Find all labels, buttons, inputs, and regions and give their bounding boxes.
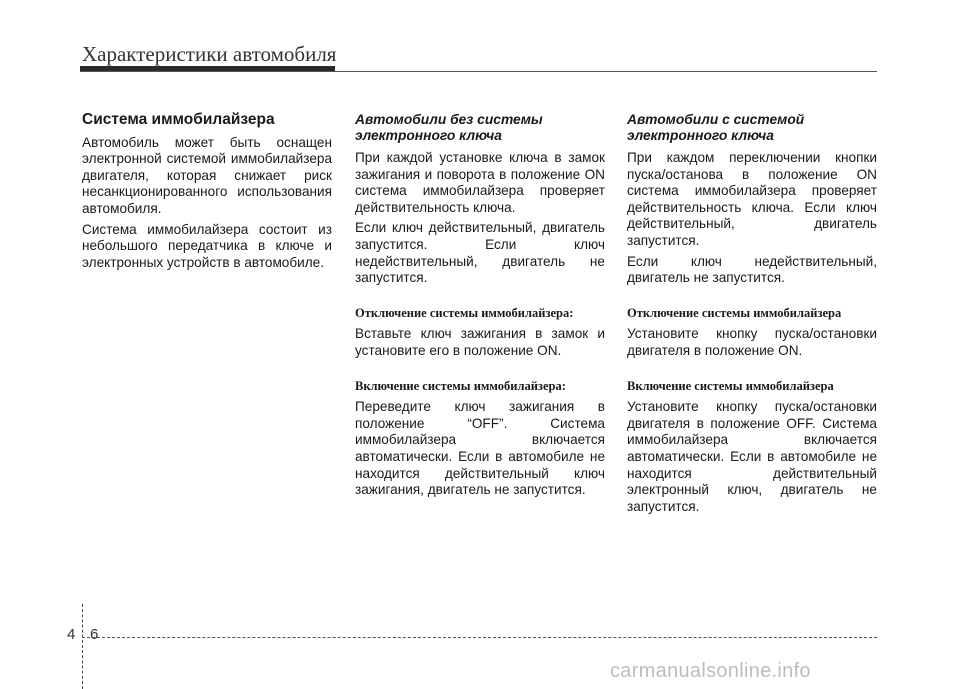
disable-text: Установите кнопку пуска/остановки двигателя в положение ON. (627, 326, 877, 358)
subsection-heading: Автомобили с системой электронного ключа (627, 112, 805, 143)
paragraph: При каждом переключении кнопки пуска/останова в положение ON система иммобилайзера проверяет действительность ключа. Если ключ действительный, двигатель запустится. (627, 150, 877, 248)
paragraph: Если ключ недействительный, двигатель не запустится. (627, 253, 877, 286)
page-header-title: Характеристики автомобиля (82, 42, 337, 66)
page-number: 6 (90, 626, 99, 643)
paragraph: Система иммобилайзера состоит из небольшого передатчика в ключе и электронных устройств в автомобиле. (82, 221, 332, 270)
section-number: 4 (67, 626, 76, 643)
watermark: carmanualsonline.info (610, 660, 811, 682)
disable-heading: Отключение системы иммобилайзера: (355, 305, 574, 320)
disable-heading: Отключение системы иммобилайзера (627, 305, 842, 320)
paragraph: Автомобиль может быть оснащен электронной системой иммобилайзера двигателя, которая снижает риск несанкционированного использования автомобиля. (82, 134, 332, 216)
footer-dashed-line (82, 637, 877, 638)
paragraph: Если ключ действительный, двигатель запустится. Если ключ недействительный, двигатель не запустится. (355, 220, 605, 286)
page-number-divider (82, 604, 83, 689)
header-divider (80, 71, 877, 72)
column-without-smart-key (355, 112, 605, 503)
enable-text: Установите кнопку пуска/остановки двигателя в положение OFF. Система иммобилайзера включается автоматически. Если в автомобиле не находится действительный электронный ключ, двигатель не запустится. (627, 399, 877, 514)
column-immobilizer-intro (82, 112, 332, 275)
enable-heading: Включение системы иммобилайзера (627, 378, 834, 393)
section-heading: Система иммобилайзера (82, 111, 275, 128)
enable-heading: Включение системы иммобилайзера: (355, 378, 566, 393)
paragraph: При каждой установке ключа в замок зажигания и поворота в положение ON система иммобилайзера проверяет действительность ключа. (355, 150, 605, 215)
column-with-smart-key (627, 112, 877, 519)
disable-text: Вставьте ключ зажигания в замок и установите его в положение ON. (355, 326, 605, 358)
subsection-heading: Автомобили без системы электронного ключа (355, 112, 543, 143)
enable-text: Переведите ключ зажигания в положение “OFF”. Система иммобилайзера включается автоматически. Если в автомобиле не находится действительный ключ зажигания, двигатель не запустится. (355, 399, 605, 498)
